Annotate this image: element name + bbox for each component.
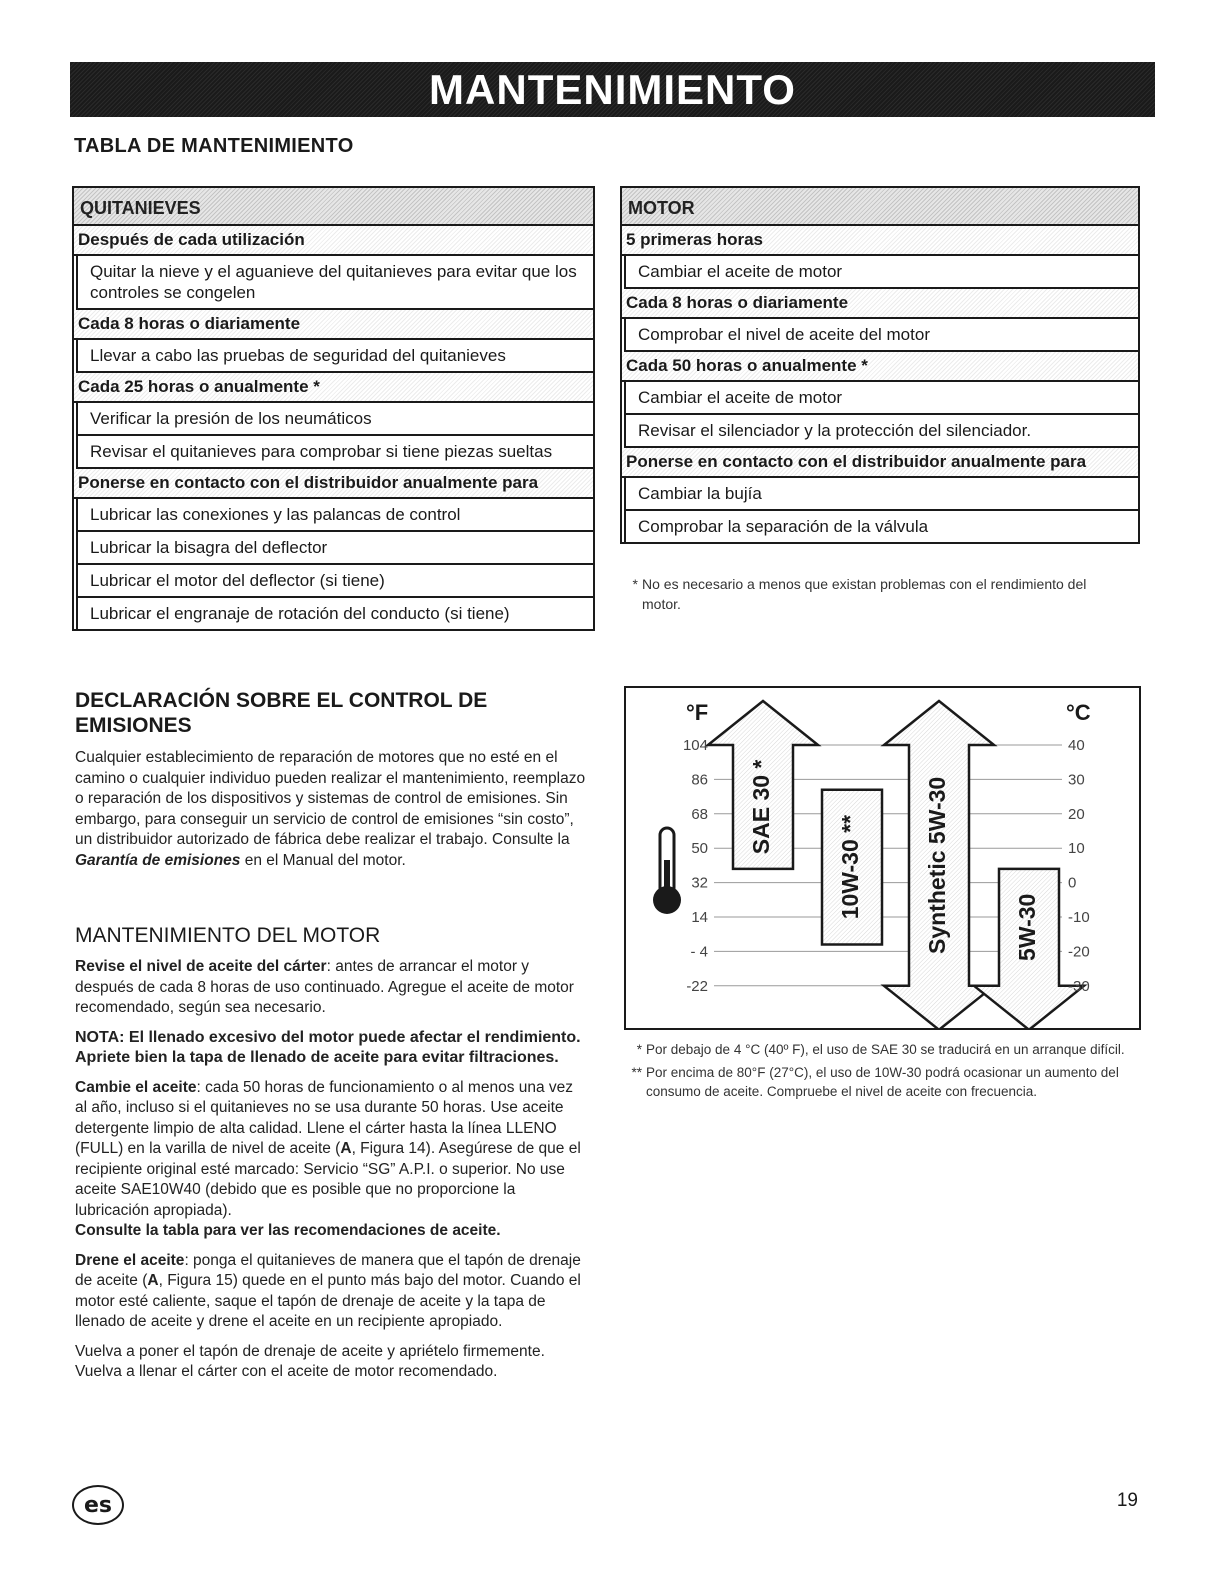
emissions-tail: en el Manual del motor. [244,851,406,869]
page-number: 19 [1116,1490,1138,1511]
interval-heading: Cada 25 horas o anualmente * [74,373,593,403]
interval-heading: Cada 8 horas o diariamente [622,289,1138,319]
banner-title: MANTENIMIENTO [429,65,796,113]
task-row: Lubricar el motor del deflector (si tiene) [76,565,593,598]
footnote-text: Por encima de 80°F (27°C), el uso de 10W-30 podrá ocasionar un aumento del consumo de aceite. Compruebe el nivel de aceite con frecuencia. [646,1065,1119,1099]
task-row: Llevar a cabo las pruebas de seguridad del quitanieves [76,340,593,373]
task-row: Lubricar la bisagra del deflector [76,532,593,565]
task-row: Lubricar las conexiones y las palancas de control [76,499,593,532]
engine-maintenance-title: MANTENIMIENTO DEL MOTOR [75,924,381,947]
oil-grade-label: 10W-30 ** [837,814,864,920]
oil-chart-svg [626,688,1139,1028]
snowblower-maintenance-table [72,186,595,631]
task-row: Verificar la presión de los neumáticos [76,403,593,436]
footnote-marker: * [636,1042,642,1057]
celsius-tick-label: -20 [1068,943,1090,961]
change-oil-text-2: , Figura 14). Asegúrese de que el recipiente original esté marcado: Servicio “SG” A.P.I. o superior. No use aceite SAE10W40 (debido que es posible que no proporcione la lubricación apropiada). [75,1140,581,1219]
footnote-marker: * [632,576,638,592]
task-row: Comprobar la separación de la válvula [624,511,1138,542]
task-row: Lubricar el engranaje de rotación del conducto (si tiene) [76,598,593,629]
celsius-tick-label: 20 [1068,805,1085,823]
section-title: TABLA DE MANTENIMIENTO [74,135,354,157]
fahrenheit-unit: °F [686,700,709,725]
check-oil-label: Revise el nivel de aceite del cárter [75,958,327,975]
refill-paragraph: Vuelva a poner el tapón de drenaje de aceite y apriételo firmemente. Vuelva a llenar el cárter con el aceite de motor recomendado. [75,1342,545,1380]
fahrenheit-tick-label: 86 [691,771,708,789]
engine-maintenance-section [75,923,585,1383]
task-row: Revisar el quitanieves para comprobar si tiene piezas sueltas [76,436,593,469]
motor-footnote [632,574,1112,614]
table-header: MOTOR [622,188,1138,226]
interval-heading: 5 primeras horas [622,226,1138,256]
task-row: Quitar la nieve y el aguanieve del quitanieves para evitar que los controles se congelen [76,256,593,310]
interval-heading: Cada 8 horas o diariamente [74,310,593,340]
change-oil-paragraph [75,1078,585,1242]
task-row: Cambiar la bujía [624,478,1138,511]
fahrenheit-tick-label: -22 [686,977,708,995]
oil-grade-label: Synthetic 5W-30 [924,776,951,955]
task-row: Cambiar el aceite de motor [624,256,1138,289]
change-oil-text: : cada 50 horas de funcionamiento o al menos una vez al año, incluso si el quitanieves no se usa durante 50 horas. Use aceite detergente limpio de alta calidad. Llene el cárter hasta la línea LLENO (FULL) en la varilla de nivel de aceite ( [75,1078,574,1157]
fahrenheit-tick-label: 68 [691,805,708,823]
emissions-text: Cualquier establecimiento de reparación de motores que no esté en el camino o cualquier individuo pueden realizar el mantenimiento, reemplazo o reparación de los dispositivos y sistemas de control de emisiones. Sin embargo, para conseguir un servicio de control de emisiones “sin costo”, un distribuidor autorizado de fábrica debe realizar el trabajo. Consulte la [75,749,586,848]
language-badge: es [72,1485,124,1525]
celsius-tick-label: 30 [1068,771,1085,789]
fahrenheit-tick-label: - 4 [690,943,708,961]
footnote-text: Por debajo de 4 °C (40º F), el uso de SAE 30 se traducirá en un arranque difícil. [646,1042,1125,1057]
interval-heading: Ponerse en contacto con el distribuidor anualmente para [74,469,593,499]
check-oil-paragraph [75,957,585,1019]
celsius-tick-label: 10 [1068,840,1085,858]
oil-grade-label: SAE 30 * [748,759,775,855]
table-header: QUITANIEVES [74,188,593,226]
task-row: Revisar el silenciador y la protección del silenciador. [624,415,1138,448]
thermometer-mercury-icon [664,860,670,898]
chart-footnote [631,1063,1126,1101]
celsius-tick-label: 40 [1068,737,1085,754]
emissions-section [75,688,595,871]
chart-footnotes [631,1040,1126,1101]
check-oil-text: : antes de arrancar el motor y después de cada 8 horas de uso continuado. Agregue el aceite de motor recomendado, según sea necesario. [75,958,574,1016]
celsius-tick-label: -10 [1068,909,1090,926]
drain-oil-label: Drene el aceite [75,1251,185,1269]
emissions-warranty-ref: Garantía de emisiones [75,851,241,869]
interval-heading: Cada 50 horas o anualmente * [622,352,1138,382]
drain-oil-paragraph [75,1251,585,1333]
task-row: Cambiar el aceite de motor [624,382,1138,415]
change-oil-label: Cambie el aceite [75,1078,197,1096]
page-banner [70,62,1155,117]
interval-heading: Después de cada utilización [74,226,593,256]
oil-temperature-chart [624,686,1141,1030]
figure-ref: A [147,1272,159,1289]
celsius-tick-label: -30 [1068,977,1090,995]
footnote-marker: ** [631,1065,642,1080]
overfill-note: NOTA: El llenado excesivo del motor puede afectar el rendimiento. Apriete bien la tapa de llenado de aceite para evitar filtraciones. [75,1028,581,1066]
engine-maintenance-table [620,186,1140,544]
celsius-tick-label: 0 [1068,874,1077,892]
figure-ref: A [340,1140,352,1157]
interval-heading: Ponerse en contacto con el distribuidor anualmente para [622,448,1138,478]
drain-oil-text: : ponga el quitanieves de manera que el tapón de drenaje de aceite ( [75,1251,581,1289]
chart-footnote [636,1040,1126,1059]
fahrenheit-tick-label: 104 [682,737,708,754]
emissions-body [75,748,595,871]
emissions-title: DECLARACIÓN SOBRE EL CONTROL DE EMISIONES [75,689,488,737]
drain-oil-text-2: , Figura 15) quede en el punto más bajo del motor. Cuando el motor esté caliente, saque el tapón de drenaje de aceite y la tapa de llenado de aceite y drene el aceite en un recipiente apropiado. [75,1272,581,1330]
celsius-unit: °C [1066,700,1091,725]
oil-grade-label: 5W-30 [1014,893,1041,961]
task-row: Comprobar el nivel de aceite del motor [624,319,1138,352]
fahrenheit-tick-label: 50 [691,840,708,858]
footnote-text: No es necesario a menos que existan problemas con el rendimiento del motor. [642,576,1087,612]
fahrenheit-tick-label: 32 [691,874,708,892]
oil-table-ref: Consulte la tabla para ver las recomendaciones de aceite. [75,1222,501,1239]
fahrenheit-tick-label: 14 [691,909,708,926]
